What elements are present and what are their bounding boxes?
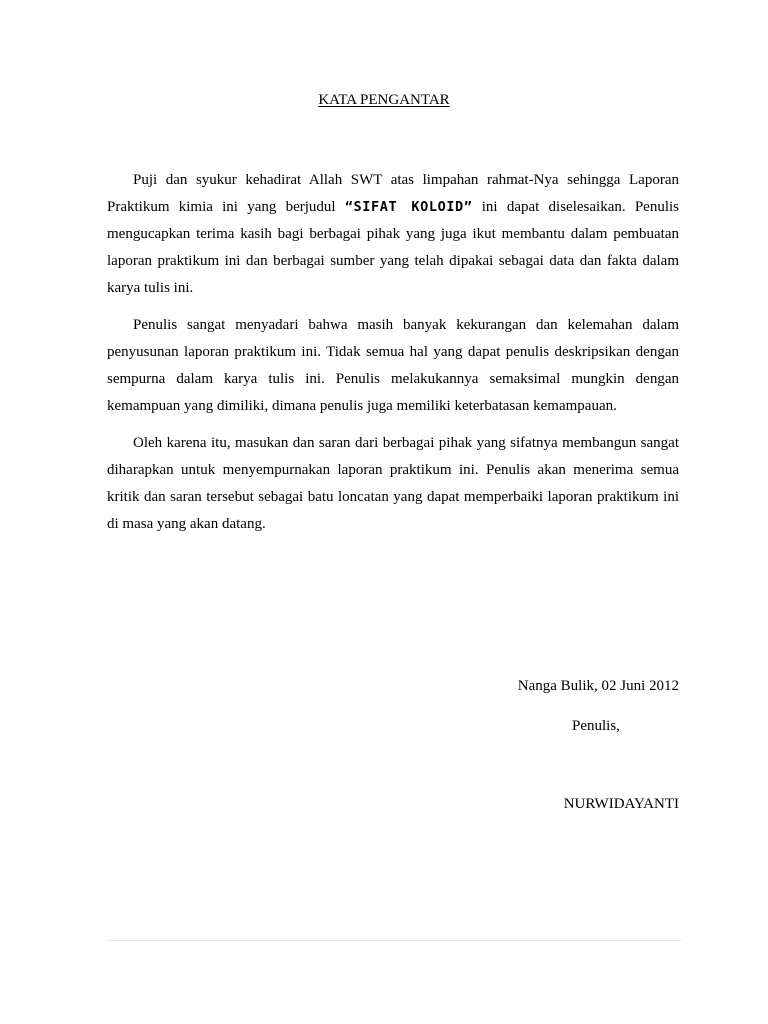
body-text xyxy=(107,167,679,548)
paragraph-2: Penulis sangat menyadari bahwa masih banyak kekurangan dan kelemahan dalam penyusunan laporan praktikum ini. Tidak semua hal yang dapat penulis deskripsikan dengan sempurna dalam karya tulis ini. Penulis melakukannya semaksimal mungkin dengan kemampuan yang dimiliki, dimana penulis juga memiliki keterbatasan kemampauan. xyxy=(107,317,679,414)
report-title-emphasis: “SIFAT KOLOID” xyxy=(344,199,473,215)
signature-name: NURWIDAYANTI xyxy=(563,796,679,812)
paragraph-3: Oleh karena itu, masukan dan saran dari berbagai pihak yang sifatnya membangun sangat diharapkan untuk menyempurnakan laporan praktikum ini. Penulis akan menerima semua kritik dan saran tersebut sebagai batu loncatan yang dapat memperbaiki laporan praktikum ini di masa yang akan datang. xyxy=(107,435,679,532)
paragraph-1-rest: ini dapat diselesaikan. Penulis mengucapkan terima kasih bagi berbagai pihak yang juga ikut membantu dalam pembuatan laporan praktikum ini dan berbagai sumber yang telah dipakai sebagai data dan fakta dalam karya tulis ini. xyxy=(107,199,680,296)
paragraph-1 xyxy=(107,167,679,302)
signature-place-date: Nanga Bulik, 02 Juni 2012 xyxy=(517,678,679,694)
footer-divider xyxy=(107,940,681,941)
page-title: KATA PENGANTAR xyxy=(318,92,450,108)
signature-role: Penulis, xyxy=(572,718,620,734)
paragraph-1-lead: Puji dan syukur kehadirat Allah SWT atas limpahan rahmat-Nya sehingga Laporan Praktikum kimia ini yang berjudul xyxy=(107,172,679,215)
